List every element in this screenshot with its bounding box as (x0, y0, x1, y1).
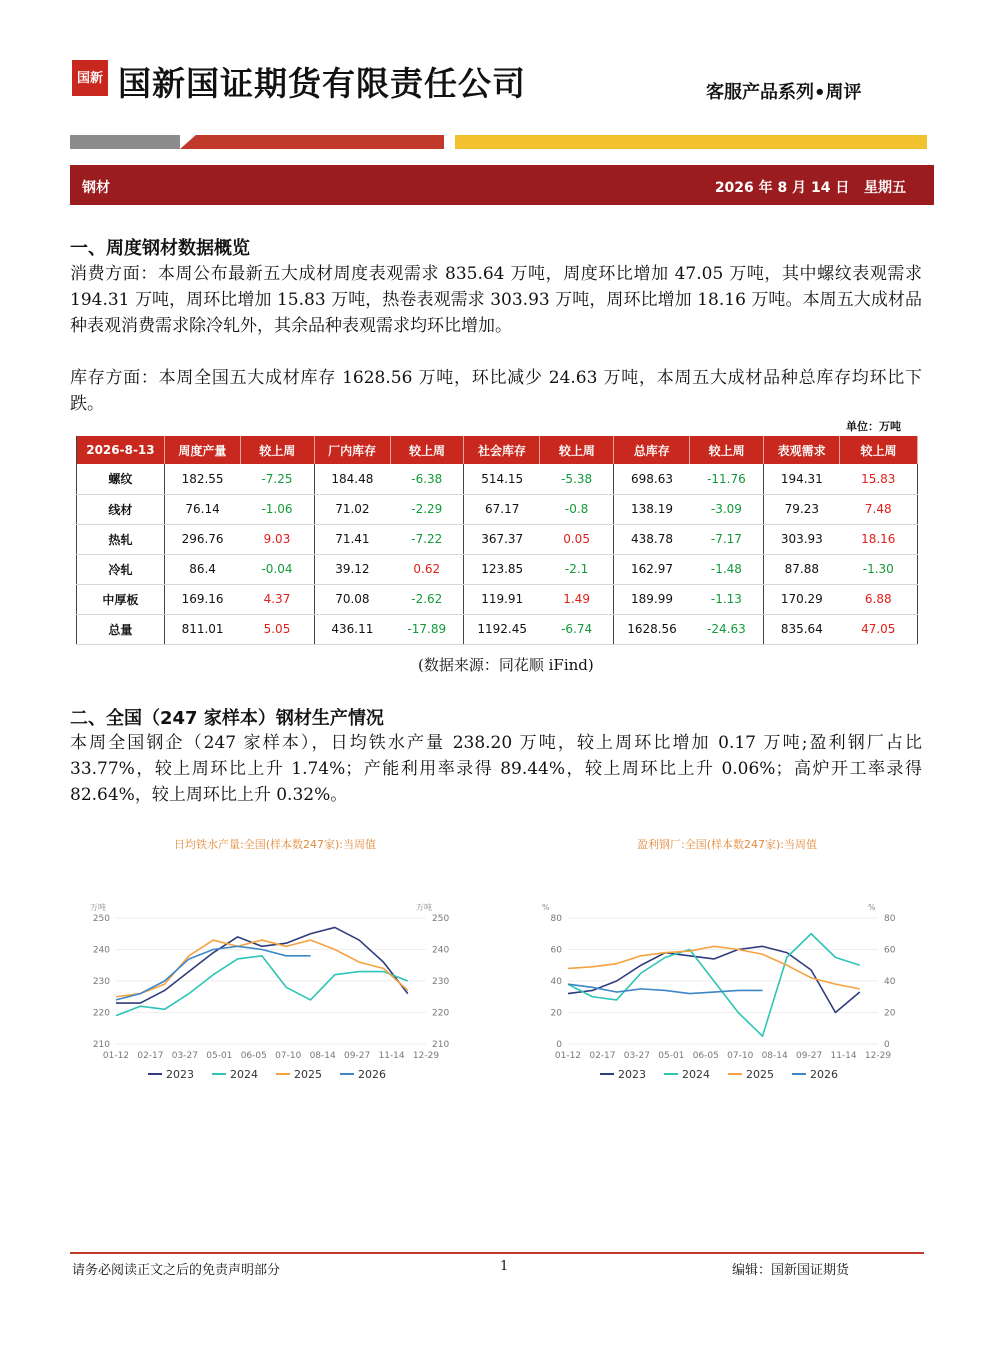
x-tick-label: 11-14 (378, 1051, 405, 1061)
table-cell: 438.78 (614, 524, 690, 554)
x-tick-label: 09-27 (796, 1051, 823, 1061)
table-cell: -2.29 (390, 494, 464, 524)
x-tick-label: 07-10 (727, 1051, 754, 1061)
table-cell: -2.1 (540, 554, 614, 584)
chart-profitable-mills (532, 826, 922, 1086)
table-cell: -2.62 (390, 584, 464, 614)
chart-title: 盈利钢厂:全国(样本数247家):当周值 (637, 838, 817, 851)
x-tick-label: 02-17 (137, 1051, 164, 1061)
table-cell: 70.08 (314, 584, 390, 614)
decor-bar-yellow (455, 135, 927, 149)
table-cell: 4.37 (240, 584, 314, 614)
table-cell: -6.74 (540, 614, 614, 644)
series-line-2026 (568, 984, 763, 993)
banner-date: 2026 年 8 月 14 日 星期五 (714, 180, 906, 196)
x-tick-label: 02-17 (589, 1051, 616, 1061)
data-source: (数据来源：同花顺 iFind) (418, 656, 594, 674)
x-tick-label: 05-01 (658, 1051, 685, 1061)
series-line-2023 (116, 927, 408, 1003)
table-cell: 811.01 (164, 614, 240, 644)
row-label: 线材 (77, 494, 165, 524)
decor-bar-gray (70, 135, 180, 149)
footer-disclaimer: 请务必阅读正文之后的免责声明部分 (72, 1263, 281, 1278)
table-header-cell: 较上周 (240, 436, 314, 464)
topic-banner (70, 165, 934, 205)
table-cell: 1628.56 (614, 614, 690, 644)
chart-title: 日均铁水产量:全国(样本数247家):当周值 (174, 838, 376, 851)
table-cell: -0.8 (540, 494, 614, 524)
footer-divider (70, 1252, 924, 1254)
row-label: 冷轧 (77, 554, 165, 584)
y-axis-unit: % (868, 903, 876, 912)
table-cell: 71.02 (314, 494, 390, 524)
table-cell: 39.12 (314, 554, 390, 584)
chart-pig-iron-output (80, 826, 470, 1086)
section2-title: 二、全国（247 家样本）钢材生产情况 (70, 708, 384, 729)
y-tick-label: 80 (550, 914, 562, 924)
table-cell: 367.37 (464, 524, 540, 554)
y-tick-label-right: 40 (884, 977, 896, 987)
table-cell: -24.63 (690, 614, 764, 644)
x-tick-label: 09-27 (344, 1051, 371, 1061)
y-axis-unit: 万吨 (90, 903, 106, 912)
x-tick-label: 08-14 (309, 1051, 336, 1061)
table-cell: 0.62 (390, 554, 464, 584)
y-tick-label: 230 (92, 977, 110, 987)
table-cell: -1.06 (240, 494, 314, 524)
legend-label: 2024 (682, 1068, 710, 1081)
y-tick-label: 20 (550, 1008, 562, 1019)
unit-label: 单位：万吨 (846, 420, 901, 433)
table-header-cell: 较上周 (390, 436, 464, 464)
table-header-cell: 厂内库存 (314, 436, 390, 464)
x-tick-label: 12-29 (864, 1051, 892, 1061)
y-tick-label-right: 0 (884, 1040, 890, 1050)
x-tick-label: 08-14 (761, 1051, 788, 1061)
x-tick-label: 12-29 (412, 1051, 440, 1061)
table-row (77, 464, 918, 494)
table-row (77, 584, 918, 614)
y-tick-label: 240 (92, 945, 110, 956)
table-cell: -5.38 (540, 464, 614, 494)
x-tick-label: 01-12 (554, 1051, 582, 1061)
series-label: 客服产品系列•周评 (706, 82, 862, 103)
table-header-cell: 2026-8-13 (77, 436, 165, 464)
table-cell: 436.11 (314, 614, 390, 644)
table-cell: 182.55 (164, 464, 240, 494)
table-cell: 0.05 (540, 524, 614, 554)
y-tick-label-right: 220 (432, 1008, 450, 1019)
table-cell: 6.88 (840, 584, 918, 614)
table-cell: 87.88 (764, 554, 840, 584)
table-cell: -1.30 (840, 554, 918, 584)
table-cell: 9.03 (240, 524, 314, 554)
table-header-cell: 表观需求 (764, 436, 840, 464)
company-name: 国新国证期货有限责任公司 (118, 64, 526, 103)
y-tick-label-right: 20 (884, 1008, 896, 1019)
table-cell: -1.48 (690, 554, 764, 584)
y-tick-label: 210 (92, 1040, 110, 1050)
x-tick-label: 11-14 (830, 1051, 857, 1061)
table-cell: 86.4 (164, 554, 240, 584)
y-tick-label-right: 210 (432, 1040, 450, 1050)
x-tick-label: 06-05 (240, 1051, 267, 1061)
table-cell: 835.64 (764, 614, 840, 644)
x-tick-label: 03-27 (171, 1051, 198, 1061)
legend-label: 2026 (358, 1068, 386, 1081)
table-cell: 170.29 (764, 584, 840, 614)
y-tick-label-right: 240 (432, 945, 450, 956)
footer-editor: 编辑：国新国证期货 (732, 1263, 850, 1278)
banner-topic: 钢材 (82, 180, 110, 196)
table-cell: 296.76 (164, 524, 240, 554)
production-paragraph: 本周全国钢企（247 家样本），日均铁水产量 238.20 万吨，较上周环比增加 0.17 万吨;盈利钢厂占比 33.77%，较上周环比上升 1.74%；产能利用率录得 89.44%，较上周环比上升 0.06%；高炉开工率录得 82.64%，较上周环比上升 0.32%。 (70, 733, 922, 805)
legend-label: 2026 (810, 1068, 838, 1081)
y-tick-label-right: 230 (432, 977, 450, 987)
table-cell: -11.76 (690, 464, 764, 494)
company-logo: 国新 (72, 60, 108, 96)
legend-label: 2023 (166, 1068, 194, 1081)
y-tick-label: 40 (550, 977, 562, 987)
x-tick-label: 06-05 (692, 1051, 719, 1061)
table-cell: 169.16 (164, 584, 240, 614)
page-number: 1 (500, 1259, 509, 1274)
y-axis-unit: 万吨 (416, 903, 432, 912)
table-cell: 18.16 (840, 524, 918, 554)
table-header-cell: 较上周 (540, 436, 614, 464)
series-line-2025 (116, 940, 408, 997)
table-cell: 119.91 (464, 584, 540, 614)
legend-label: 2025 (746, 1068, 774, 1081)
inventory-paragraph: 库存方面：本周全国五大成材库存 1628.56 万吨，环比减少 24.63 万吨，本周五大成材品种总库存均环比下跌。 (70, 368, 922, 414)
table-cell: 1.49 (540, 584, 614, 614)
table-cell: 698.63 (614, 464, 690, 494)
table-cell: -7.22 (390, 524, 464, 554)
table-header-cell: 社会库存 (464, 436, 540, 464)
series-line-2026 (116, 946, 311, 1000)
table-cell: 7.48 (840, 494, 918, 524)
y-tick-label: 250 (92, 914, 110, 924)
table-cell: 194.31 (764, 464, 840, 494)
table-cell: 76.14 (164, 494, 240, 524)
table-cell: 514.15 (464, 464, 540, 494)
y-tick-label-right: 80 (884, 914, 896, 924)
table-cell: -17.89 (390, 614, 464, 644)
table-row (77, 554, 918, 584)
legend-label: 2023 (618, 1068, 646, 1081)
row-label: 螺纹 (77, 464, 165, 494)
y-tick-label: 0 (556, 1040, 562, 1050)
x-tick-label: 05-01 (206, 1051, 233, 1061)
table-cell: 162.97 (614, 554, 690, 584)
table-row (77, 614, 918, 644)
table-cell: 47.05 (840, 614, 918, 644)
decor-bar-red (180, 135, 444, 149)
legend-label: 2025 (294, 1068, 322, 1081)
table-cell: -7.25 (240, 464, 314, 494)
x-tick-label: 07-10 (275, 1051, 302, 1061)
table-cell: 303.93 (764, 524, 840, 554)
table-cell: -6.38 (390, 464, 464, 494)
x-tick-label: 01-12 (102, 1051, 130, 1061)
table-cell: 1192.45 (464, 614, 540, 644)
table-cell: 79.23 (764, 494, 840, 524)
table-cell: 184.48 (314, 464, 390, 494)
y-tick-label: 60 (550, 945, 562, 956)
table-row (77, 494, 918, 524)
table-cell: -0.04 (240, 554, 314, 584)
y-tick-label-right: 60 (884, 945, 896, 956)
table-header-cell: 总库存 (614, 436, 690, 464)
table-cell: 123.85 (464, 554, 540, 584)
row-label: 中厚板 (77, 584, 165, 614)
table-cell: 5.05 (240, 614, 314, 644)
table-header-cell: 较上周 (690, 436, 764, 464)
table-cell: 67.17 (464, 494, 540, 524)
y-axis-unit: % (542, 903, 550, 912)
table-cell: -1.13 (690, 584, 764, 614)
table-cell: 71.41 (314, 524, 390, 554)
table-cell: 138.19 (614, 494, 690, 524)
table-header-cell: 较上周 (840, 436, 918, 464)
table-cell: 189.99 (614, 584, 690, 614)
row-label: 总量 (77, 614, 165, 644)
table-cell: 15.83 (840, 464, 918, 494)
table-header-row (77, 436, 918, 464)
section1-title: 一、周度钢材数据概览 (70, 238, 250, 259)
table-row (77, 524, 918, 554)
table-cell: -7.17 (690, 524, 764, 554)
x-tick-label: 03-27 (623, 1051, 650, 1061)
table-header-cell: 周度产量 (164, 436, 240, 464)
table-cell: -3.09 (690, 494, 764, 524)
row-label: 热轧 (77, 524, 165, 554)
consumption-paragraph: 消费方面：本周公布最新五大成材周度表观需求 835.64 万吨，周度环比增加 47.05 万吨，其中螺纹表观需求 194.31 万吨，周环比增加 15.83 万吨，热卷表观需求 303.93 万吨，周环比增加 18.16 万吨。本周五大成材品种表观消费需求除冷轧外，其余品种表观需求均环比增加。 (70, 264, 922, 336)
y-tick-label-right: 250 (432, 914, 450, 924)
steel-data-table (76, 436, 918, 645)
y-tick-label: 220 (92, 1008, 110, 1019)
legend-label: 2024 (230, 1068, 258, 1081)
